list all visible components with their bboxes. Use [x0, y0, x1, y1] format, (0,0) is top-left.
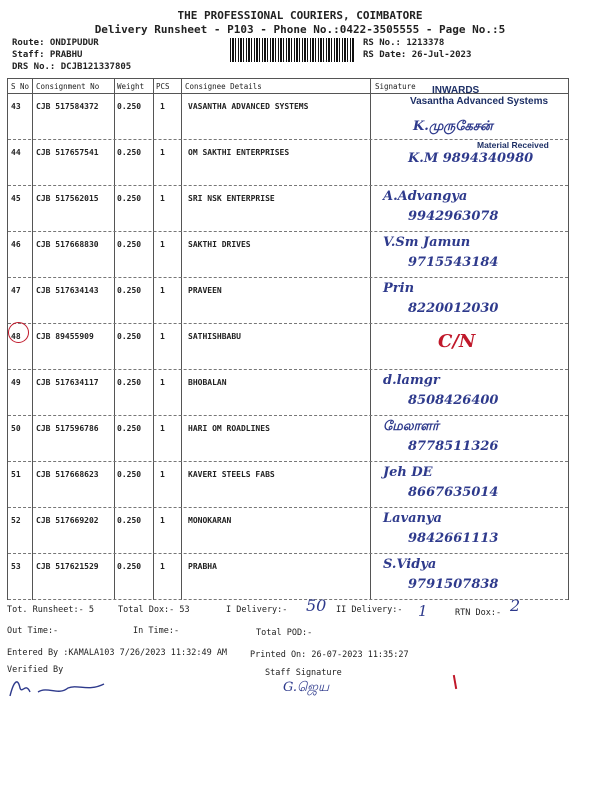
row-sno: 43	[11, 102, 21, 111]
row-weight: 0.250	[117, 102, 142, 111]
row-weight: 0.250	[117, 424, 142, 433]
red-tick-mark	[453, 675, 457, 689]
row-consignee: KAVERI STEELS FABS	[188, 470, 275, 479]
row-sno: 44	[11, 148, 21, 157]
table-header	[8, 78, 568, 94]
runsheet-subtitle: Delivery Runsheet - P103 - Phone No.:0422-3505555 - Page No.:5	[94, 23, 506, 36]
company-title: THE PROFESSIONAL COURIERS, COIMBATORE	[177, 9, 423, 22]
row-signature-name: V.Sm Jamun	[383, 235, 471, 250]
row-consignment: CJB 89455909	[36, 332, 94, 341]
row-sno: 46	[11, 240, 21, 249]
table-row	[8, 507, 568, 554]
row-signature-phone: K.முருகேசன்	[413, 119, 493, 134]
row-sno: 49	[11, 378, 21, 387]
row-weight: 0.250	[117, 378, 142, 387]
barcode	[230, 38, 355, 62]
stamp-inwards: INWARDS	[432, 85, 480, 96]
total-dox: Total Dox:- 53	[118, 605, 190, 615]
row-pcs: 1	[160, 286, 165, 295]
col-pcs: PCS	[156, 82, 170, 91]
row-sno: 47	[11, 286, 21, 295]
table-row	[8, 553, 568, 600]
row-consignee: OM SAKTHI ENTERPRISES	[188, 148, 290, 157]
table-row	[8, 277, 568, 324]
row-weight: 0.250	[117, 332, 142, 341]
table-row	[8, 323, 568, 370]
i-delivery: I Delivery:-	[226, 605, 288, 615]
runsheet-table	[7, 78, 569, 600]
row-sno: 51	[11, 470, 21, 479]
row-signature-phone: 9842661113	[408, 531, 499, 546]
row-consignee: SATHISHBABU	[188, 332, 241, 341]
row-pcs: 1	[160, 424, 165, 433]
total-pod: Total POD:-	[256, 628, 313, 638]
stamp-company: Vasantha Advanced Systems	[410, 96, 549, 107]
table-row	[8, 231, 568, 278]
row-signature-phone: 9791507838	[408, 577, 499, 592]
red-circle-mark	[8, 322, 29, 343]
row-sno: 50	[11, 424, 21, 433]
row-consignee: MONOKARAN	[188, 516, 232, 525]
row-signature-phone: 8220012030	[408, 301, 499, 316]
row-consignment: CJB 517668623	[36, 470, 99, 479]
rtn-dox-handwritten: 2	[510, 596, 521, 615]
rs-date: RS Date: 26-Jul-2023	[363, 50, 472, 60]
row-consignment: CJB 517584372	[36, 102, 99, 111]
row-consignee: PRABHA	[188, 562, 217, 571]
row-consignment: CJB 517657541	[36, 148, 99, 157]
row-signature-name: Lavanya	[383, 511, 442, 526]
table-row	[8, 461, 568, 508]
row-consignee: PRAVEEN	[188, 286, 222, 295]
row-weight: 0.250	[117, 516, 142, 525]
table-row	[8, 369, 568, 416]
out-time: Out Time:-	[7, 626, 59, 636]
row-signature-name: C/N	[438, 331, 476, 352]
row-pcs: 1	[160, 102, 165, 111]
row-weight: 0.250	[117, 148, 142, 157]
row-signature-phone: 8667635014	[408, 485, 499, 500]
row-weight: 0.250	[117, 194, 142, 203]
row-signature-name: Jeh DE	[383, 465, 433, 480]
rtn-dox: RTN Dox:-	[455, 608, 502, 618]
row-pcs: 1	[160, 194, 165, 203]
tot-runsheet: Tot. Runsheet:- 5	[7, 605, 94, 615]
staff-signature-handwritten: G.ஜெய	[283, 680, 330, 695]
row-pcs: 1	[160, 378, 165, 387]
staff-signature-label: Staff Signature	[265, 668, 342, 678]
staff-label: Staff: PRABHU	[12, 50, 83, 60]
row-sno: 48	[11, 332, 21, 341]
printed-on: Printed On: 26-07-2023 11:35:27	[250, 650, 409, 660]
row-consignee: SAKTHI DRIVES	[188, 240, 251, 249]
row-signature-name: மேலாளர்	[383, 419, 439, 434]
row-signature-phone: 8778511326	[408, 439, 499, 454]
row-signature-phone: 9715543184	[408, 255, 499, 270]
row-sno: 45	[11, 194, 21, 203]
row-pcs: 1	[160, 332, 165, 341]
row-signature-phone: K.M 9894340980	[408, 151, 534, 166]
row-signature-name: A.Advangya	[383, 189, 468, 204]
row-pcs: 1	[160, 148, 165, 157]
row-consignee: SRI NSK ENTERPRISE	[188, 194, 275, 203]
verified-signature	[8, 674, 108, 704]
row-consignment: CJB 517634143	[36, 286, 99, 295]
row-consignment: CJB 517562015	[36, 194, 99, 203]
col-signature: Signature	[375, 82, 416, 91]
col-weight: Weight	[117, 82, 145, 91]
row-weight: 0.250	[117, 562, 142, 571]
row-signature-name: d.lamgr	[383, 373, 440, 388]
drs-number: DRS No.: DCJB121337805	[12, 62, 132, 72]
table-row	[8, 185, 568, 232]
col-sno: S No	[11, 82, 30, 91]
row-sno: 53	[11, 562, 21, 571]
row-consignee: HARI OM ROADLINES	[188, 424, 270, 433]
table-row	[8, 415, 568, 462]
row-weight: 0.250	[117, 240, 142, 249]
row-signature-name: S.Vidya	[383, 557, 437, 572]
row-consignment: CJB 517668830	[36, 240, 99, 249]
ii-delivery: II Delivery:-	[336, 605, 403, 615]
row-consignment: CJB 517669202	[36, 516, 99, 525]
row-pcs: 1	[160, 470, 165, 479]
row-signature-phone: 9942963078	[408, 209, 499, 224]
row-signature-name: Prin	[383, 281, 415, 296]
rs-number: RS No.: 1213378	[363, 38, 445, 48]
col-consignment: Consignment No	[36, 82, 100, 91]
route-label: Route: ONDIPUDUR	[12, 38, 99, 48]
verified-by-label: Verified By	[7, 665, 64, 675]
row-consignment: CJB 517634117	[36, 378, 99, 387]
row-consignment: CJB 517596786	[36, 424, 99, 433]
row-weight: 0.250	[117, 470, 142, 479]
row-signature-phone: 8508426400	[408, 393, 499, 408]
row-pcs: 1	[160, 516, 165, 525]
row-consignment: CJB 517621529	[36, 562, 99, 571]
ii-delivery-handwritten: 1	[418, 602, 428, 620]
row-pcs: 1	[160, 240, 165, 249]
row-sno: 52	[11, 516, 21, 525]
row-weight: 0.250	[117, 286, 142, 295]
row-consignee: BHOBALAN	[188, 378, 227, 387]
row-pcs: 1	[160, 562, 165, 571]
in-time: In Time:-	[133, 626, 180, 636]
stamp-material: Material Received	[477, 140, 549, 150]
col-consignee: Consignee Details	[185, 82, 262, 91]
entered-by: Entered By :KAMALA103 7/26/2023 11:32:49 AM	[7, 648, 228, 658]
i-delivery-handwritten: 50	[306, 596, 327, 615]
row-consignee: VASANTHA ADVANCED SYSTEMS	[188, 102, 309, 111]
